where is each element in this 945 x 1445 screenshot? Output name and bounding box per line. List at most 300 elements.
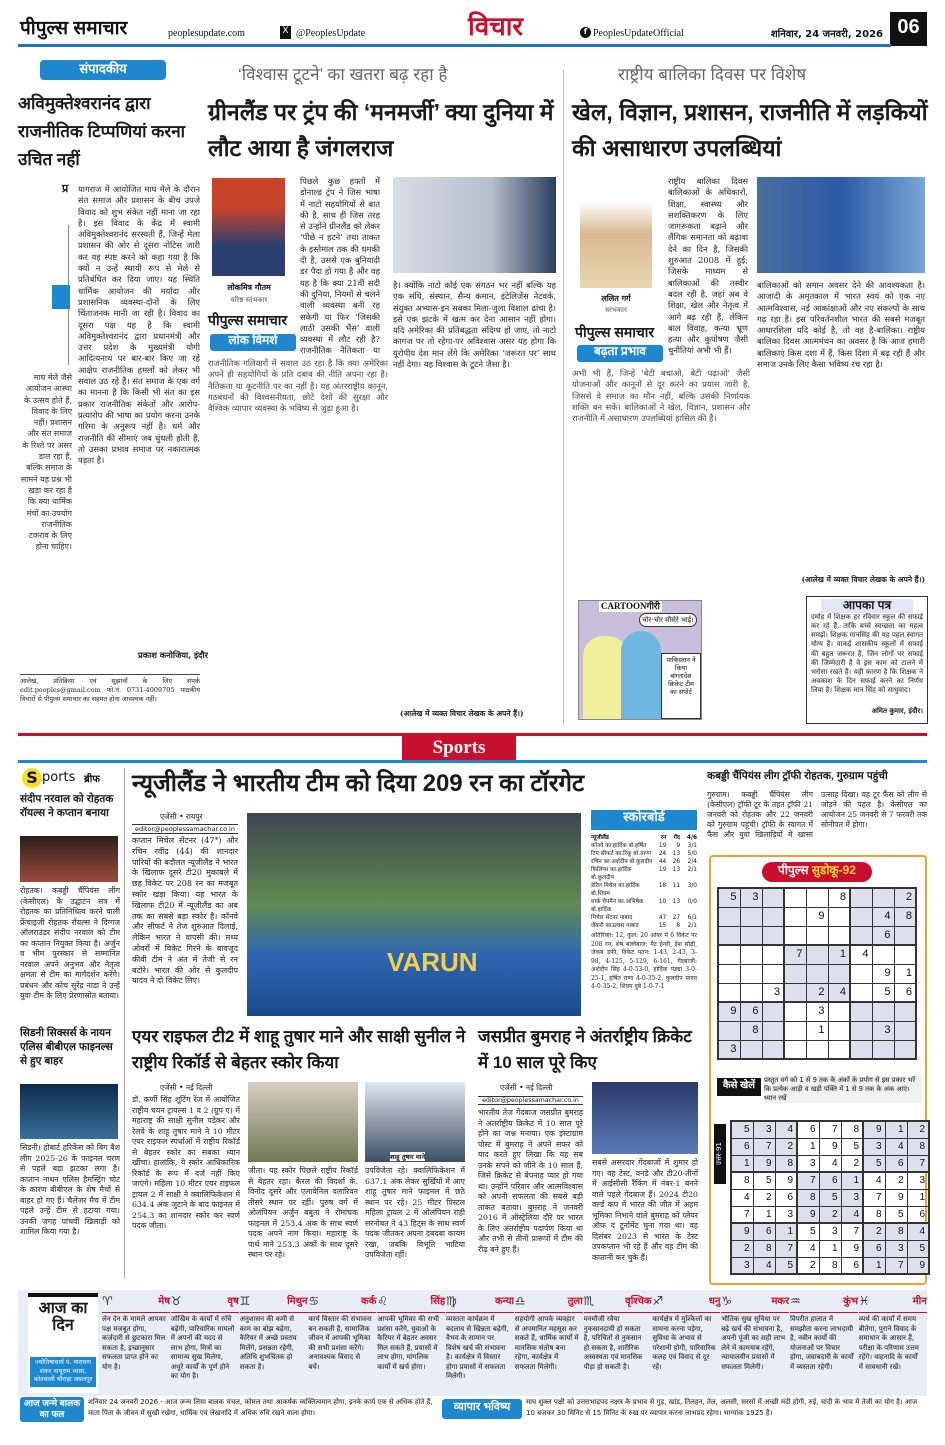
section-title: विचार [468, 11, 524, 41]
article2-headline: खेल, विज्ञान, प्रशासन, राजनीति में लड़कियों की असाधारण उपलब्धियां [572, 99, 928, 161]
sudoku-cell[interactable] [740, 1040, 762, 1059]
brief2-headline: सिडनी सिक्सर्स के नायन एलिस बीबीएल फाइनल्स से हुए बाहर [20, 1027, 113, 1067]
sports-label: Sports [402, 736, 516, 762]
sakshi-photo [248, 1082, 358, 1162]
sudoku-cell[interactable] [740, 926, 762, 945]
sign-text: लेन देन के मामले आपका पक्ष मजबूत होगा, कर्जदारी से छुटकारा मिल सकता है, इच्छानुसार सफलता प्राप्त होने का योग है। [102, 1315, 166, 1371]
sudoku-cell[interactable] [850, 983, 872, 1002]
sudoku-cell[interactable] [894, 1021, 916, 1040]
horoscope-sign [377, 1294, 446, 1393]
scoreboard-cell: मिचेल सेंटनर नाबाद [591, 915, 633, 921]
scoreboard-row [591, 914, 697, 922]
women-cricketers-photo [757, 177, 925, 273]
solution-cell: 7 [819, 1121, 841, 1138]
solution-cell: 6 [797, 1121, 819, 1138]
solution-cell: 4 [907, 1223, 929, 1240]
sudoku-cell[interactable] [894, 1040, 916, 1059]
solution-cell: 7 [863, 1189, 885, 1206]
sudoku-cell[interactable]: 8 [828, 888, 850, 907]
scoreboard-cell: 2/1 [687, 923, 697, 929]
sudoku-cell[interactable] [806, 926, 828, 945]
solution-cell: 2 [885, 1172, 907, 1189]
sudoku-cell[interactable]: 6 [894, 983, 916, 1002]
brief-logo-tag: ब्रीफ [84, 774, 101, 785]
solution-cell: 4 [841, 1206, 863, 1223]
cartoon-title: CARTOONगीरी [601, 601, 660, 611]
shooting-body-col2: जीता। यह स्कोर पिछले राष्ट्रीय रिकॉर्ड से बेहतर रहा। केरल की विदर्शा के. विनोद दूसरे और एलावेनिल वलारिवन तीसरे स्थान पर रहीं। पुरुष वर्ग में ओलंपियन अर्जुन बबुता ने रोमांचक फाइनल में 253.4 अंक के साथ स्वर्ण पदक अपने नाम किया। महाराष्ट्र के पार्थ माने 253.3 अंकों के साथ दूसरे स्थान पर रहे। [248, 1166, 358, 1259]
sudoku-cell[interactable]: 4 [872, 907, 894, 926]
solution-cell: 9 [753, 1155, 775, 1172]
zodiac-glyph-icon: ♐ [652, 1294, 664, 1308]
sign-label: मकर [771, 1296, 790, 1307]
article2-body-col1: राष्ट्रीय बालिका दिवस बालिकाओं के अधिकारों, शिक्षा, स्वास्थ्य और सशक्तिकरण के लिए जागरूकता बढ़ाने और लैंगिक समानता को बढ़ावा देने का दिन है, जिसकी शुरुआत 2008 में हुई; जिसके माध्यम से बालिकाओं की तस्वीर बदल रही है, जहां अब वे शिक्षा, खेल और नेतृत्व में आगे बढ़ रही हैं, लेकिन बाल विवाह, कन्या भ्रूण हत्या और कुपोषण जैसी चुनौतियां अभी भी हैं। [668, 176, 748, 356]
sign-label: सिंह [430, 1296, 446, 1307]
sudoku-cell[interactable] [762, 1040, 784, 1059]
solution-cell: 2 [841, 1155, 863, 1172]
article1-author: लोकमित्र गौतम [227, 283, 271, 292]
letter-box [806, 596, 928, 724]
shooting-body-col3: उपविजेता रहे। क्वालिफिकेशन में 637.1 अंक लेकर सुर्खियों में आए शाहू तुषार माने फाइनल में छठे स्थान पर रहे। 25 मीटर पिस्टल महिला ट्रायल 2 में ओलंपियन राही सरनोबत ने 43 हिट्स के साथ स्वर्ण पदक जीतकर अपना दबदबा कायम रखा, जबकि विभूति भाटिया उपविजेता रहीं। [365, 1166, 465, 1259]
sudoku-cell[interactable] [828, 1021, 850, 1040]
brief1-headline: संदीप नरवाल को रोहतक रॉयल्स ने कप्तान बनाया [20, 793, 114, 819]
business-text: माघ शुक्ल पक्षी को उत्तराभाद्रपद नक्षत्र के प्रभाव से गुड़, खांड, तिलहन, तेल, अलसी, सरसों में अच्छी मंदी होगी, रुई, चांदी के भाव में तेजी का योग है। आज 10 बजकर 30 मिनिट से 15 मिनिट के रुख पर व्यापार करना लाभप्रद रहेगा। भाग्यांक 1925 है। [526, 1398, 918, 1417]
solution-cell: 6 [753, 1223, 775, 1240]
sign-label: कन्या [494, 1296, 514, 1307]
zodiac-sign-name [652, 1294, 721, 1313]
sudoku-cell[interactable] [718, 1021, 740, 1040]
sudoku-cell[interactable]: 6 [740, 1002, 762, 1021]
solution-cell: 3 [907, 1172, 929, 1189]
horoscope-sign [446, 1294, 514, 1393]
scoreboard-cell: 10 [658, 899, 667, 905]
solution-cell: 4 [753, 1257, 775, 1274]
sports-main-email[interactable]: editor@peoplessamachar.co.in [132, 824, 238, 834]
solution-cell: 2 [819, 1206, 841, 1223]
sudoku-cell[interactable]: 2 [894, 888, 916, 907]
scoreboard-cell: 3/1 [687, 843, 697, 849]
sudoku-cell[interactable]: 7 [784, 945, 806, 964]
horoscope-sign [721, 1294, 790, 1393]
sudoku-cell[interactable] [894, 926, 916, 945]
solution-cell: 5 [753, 1172, 775, 1189]
sign-text: विपरीत हालात में समझौता करना लाभदायी है, नवीन कार्यों की योजनाओं पर विचार होगा, जवाबदारी के कार्यों में व्यस्तता रहेगी। [790, 1315, 854, 1371]
horoscope-title-box [28, 1293, 98, 1393]
horoscope-sign [858, 1294, 927, 1393]
zodiac-sign-name [790, 1294, 858, 1313]
sudoku-cell[interactable] [762, 888, 784, 907]
sudoku-cell[interactable]: 3 [872, 1021, 894, 1040]
bumrah-body-col1: भारतीय तेज गेंदबाज जसप्रीत बुमराह ने अंतर्राष्ट्रीय क्रिकेट में 10 साल पूरे होने का जश्न मनाया। एक इंस्टाग्राम पोस्ट में बुमराह ने अपने सफर को याद करते हुए लिखा कि यह सब उनके सपने को जीने के 10 साल हैं, जिसे क्रिकेट से बेपनाह प्यार हो गया था। उन्होंने परिवार और आत्मविश्वास को अपनी सफलता की सबसे बड़ी ताकत बताया। बुमराह ने जनवरी 2016 में ऑस्ट्रेलिया दौरे पर भारत के लिए अंतर्राष्ट्रीय पदार्पण किया था और तभी से तीनों प्रारूपों में टीम की रीढ़ बने हुए हैं। [478, 1108, 583, 1254]
solution-cell: 9 [797, 1206, 819, 1223]
zodiac-sign-name [583, 1294, 652, 1313]
solution-cell: 5 [819, 1189, 841, 1206]
sudoku-cell[interactable] [762, 907, 784, 926]
sign-label: वृश्चिक [625, 1296, 652, 1307]
kabaddi-headline: कबड्डी चैंपियंस लीग ट्रॉफी रोहतक, गुरुग्राम पहुंची [707, 770, 888, 782]
zodiac-glyph-icon: ♉ [170, 1294, 182, 1308]
answer-label: उत्तर-91 [714, 1124, 726, 1184]
solution-cell: 2 [753, 1189, 775, 1206]
sudoku-cell[interactable] [784, 907, 806, 926]
scoreboard-cell: 8 [676, 923, 681, 929]
solution-cell: 1 [775, 1223, 797, 1240]
solution-cell: 3 [841, 1189, 863, 1206]
brief1-photo [20, 836, 118, 882]
sudoku-cell[interactable]: 4 [850, 945, 872, 964]
sudoku-cell[interactable] [872, 1002, 894, 1021]
website-link[interactable]: peoplesupdate.com [168, 28, 245, 39]
horoscope-sign [170, 1294, 239, 1393]
sudoku-cell[interactable] [784, 1002, 806, 1021]
solution-cell: 1 [907, 1189, 929, 1206]
scoreboard-cell: 24 [658, 851, 667, 857]
solution-cell: 8 [819, 1257, 841, 1274]
solution-cell: 8 [753, 1240, 775, 1257]
sudoku-cell[interactable] [850, 907, 872, 926]
sudoku-puzzle-grid[interactable] [717, 887, 917, 1060]
zodiac-sign-name [446, 1294, 514, 1313]
sudoku-title [762, 862, 872, 882]
sudoku-cell[interactable] [784, 926, 806, 945]
x-icon: X [280, 26, 291, 39]
article2-footnote: (आलेख में व्यक्त विचार लेखक के अपने हैं।) [801, 575, 925, 584]
solution-cell: 3 [863, 1138, 885, 1155]
solution-cell: 3 [797, 1155, 819, 1172]
twitter-handle[interactable]: @PeoplesUpdate [296, 28, 366, 39]
sudoku-cell[interactable]: 1 [828, 945, 850, 964]
horoscope-sign [652, 1294, 721, 1393]
sign-text: भौतिक सुख सुविधा पर बढ़े खर्च की संभावना है, अपनी पूंजी का सही लाभ लेने में कामयाब रहेंगे, न्यायालयीन प्रयासों में सफलता मिलेगी। [721, 1315, 786, 1371]
sudoku-cell[interactable] [784, 964, 806, 983]
horoscope-sign [239, 1294, 308, 1393]
brief-logo-rest: ports [42, 770, 76, 785]
solution-cell: 3 [819, 1223, 841, 1240]
solution-cell: 4 [775, 1121, 797, 1138]
sudoku-cell[interactable] [806, 945, 828, 964]
shooting-body-col1: डॉ. कर्णी सिंह शूटिंग रेंज में आयोजित राष्ट्रीय चयन ट्रायल्स 1 व 2 (ग्रुप ए) में महाराष्ट्र की साक्षी सुनील पडेकर और रेलवे के शाहू तुषार माने ने 10 मीटर एयर राइफल स्पर्धाओं में राष्ट्रीय रिकॉर्ड से बेहतर स्कोर का सबका ध्यान खींचा। हालांकि, ये स्कोर आधिकारिक रिकॉर्ड के रूप में दर्ज नहीं किए जाएंगे। महिला 10 मीटर एयर राइफल ट्रायल 2 में साक्षी ने क्वालिफिकेशन में 634.4 अंक जुटाने के बाद फाइनल में 254.3 का शानदार स्कोर कर स्वर्ण पदक जीता। [132, 1095, 240, 1230]
sudoku-cell[interactable] [762, 1021, 784, 1040]
zodiac-glyph-icon: ♓ [858, 1294, 870, 1308]
sudoku-cell[interactable] [806, 888, 828, 907]
sudoku-cell[interactable] [828, 907, 850, 926]
column-label: बढ़ता प्रभाव [577, 345, 663, 362]
article1-body-col3: राजनीतिक गलियारों में सवाल उठ रहा है कि क्या अमेरिका अपने ही सहयोगियों के प्रति दबाव की नीति अपना रहा है। नैतिकता या कूटनीति पर का नहीं है। यह अंतरराष्ट्रीय कानून, गठबंधनों की विश्वसनीयता, छोटे देशों की सुरक्षा और वैश्विक व्यापार व्यवस्था के भविष्य से जुड़ा हुआ है। [208, 358, 388, 414]
sudoku-cell[interactable] [872, 888, 894, 907]
sudoku-cell[interactable] [784, 1021, 806, 1040]
sudoku-cell[interactable]: 9 [718, 1002, 740, 1021]
cartoon [578, 600, 702, 720]
sudoku-cell[interactable]: 8 [894, 907, 916, 926]
article1-body-col2: है। क्योंकि नाटो कोई एक संगठन भर नहीं बल्कि यह एक संधि, संस्थान, सैन्य कमान, इंटेलिजेंस नेटवर्क, संयुक्त अभ्यास-इन सबका मिला-जुला विशाल ढांचा है। इसे एक झटके में खत्म कर देना आसान नहीं होगा। यदि अमेरिका की प्रतिबद्धता संदिग्ध हो जाए, तो नाटो कागज पर तो रहेगा-पर अविश्वास असर यह होगा कि यूरोपीय देश मान लेंगे कि अमेरिका ‘जरूरत पर’ साथ नहीं देगा। यह विश्वास के टूटने जैसा है। [393, 280, 556, 370]
article2-body-col2: बालिकाओं को समान अवसर देने की आवश्यकता है। आजादी के अमृतकाल में भारत स्वयं को एक नए आत्मविश्वास, नई आकांक्षाओं और नए संकल्पों के साथ गढ़ रहा है। इस परिवर्तनशील भारत की सबसे मजबूत आधारशिला यदि कोई है, तो वह है-बालिका। राष्ट्रीय बालिका दिवस आत्ममंथन का अवसर है कि आज हमारी बालिकाएं किस दशा में हैं, किस दिशा में बढ़ रही हैं और समाज उनके लिए कैसा भविष्य रच रहा है। [757, 280, 925, 370]
solution-cell: 1 [863, 1257, 885, 1274]
sudoku-cell[interactable] [762, 964, 784, 983]
sudoku-cell[interactable] [784, 888, 806, 907]
sudoku-cell[interactable] [850, 1002, 872, 1021]
solution-cell: 3 [753, 1121, 775, 1138]
zodiac-sign-name [721, 1294, 790, 1313]
sudoku-cell[interactable] [762, 945, 784, 964]
sign-text: मनमौजी रवैया नुकसानदायी हो सकता है, परिचितों से नुकसान हो सकता है, शारीरिक अस्वस्थता एवं मानसिक पीड़ा हो सकती है। [583, 1315, 643, 1371]
scoreboard-header-cell: न्यूजीलैंड [591, 835, 609, 841]
sudoku-cell[interactable] [806, 964, 828, 983]
sudoku-cell[interactable]: 3 [806, 1002, 828, 1021]
sudoku-cell[interactable]: 5 [872, 983, 894, 1002]
scoreboard-cell: 47 [658, 915, 667, 921]
sudoku-cell[interactable] [872, 1040, 894, 1059]
solution-cell: 1 [731, 1155, 753, 1172]
solution-cell: 9 [841, 1240, 863, 1257]
scoreboard-row [591, 850, 697, 858]
sign-label: धनु [708, 1296, 721, 1307]
sudoku-cell[interactable] [762, 926, 784, 945]
solution-cell: 4 [885, 1138, 907, 1155]
editorial-signoff: प्रकाश कनोजिया, इंदौर [138, 650, 208, 660]
article2-author: ललित गर्ग [601, 294, 631, 303]
sudoku-cell[interactable] [872, 945, 894, 964]
column-label: लोक विमर्श [210, 334, 296, 351]
sudoku-cell[interactable]: 9 [872, 964, 894, 983]
scoreboard-row [591, 898, 697, 914]
solution-cell: 5 [841, 1138, 863, 1155]
letter-title: आपका पत्र [821, 599, 913, 613]
solution-cell: 3 [775, 1206, 797, 1223]
sudoku-cell[interactable] [894, 1002, 916, 1021]
solution-cell: 7 [841, 1223, 863, 1240]
sudoku-cell[interactable] [718, 964, 740, 983]
sudoku-cell[interactable] [784, 1040, 806, 1059]
zodiac-sign-name [377, 1294, 446, 1313]
shooting-dateline: एजेंसी • नई दिल्ली [160, 1083, 213, 1092]
solution-cell: 7 [731, 1206, 753, 1223]
sign-label: कर्क [361, 1296, 377, 1307]
zodiac-glyph-icon: ♋ [308, 1294, 320, 1308]
scoreboard-extras: अतिरिक्त: 12, कुल: 20 ओवर में 6 विकेट पर 208 रन, शेष बल्लेबाज: मैट हेनरी, ईश सोढ़ी, जेकब डफी, विकेट पतन: 1-43, 2-43, 3-98, 4-125, 5-129, 6-161, गेंदबाजी: अर्शदीप सिंह 4-0-53-0, हार्दिक पंड्या 3-0-25-1, हर्षित राणा 4-0-35-2, कुलदीप यादव 4-0-35-2, शिवम दुबे 1-0-7-1 [591, 932, 697, 990]
scoreboard-body [591, 834, 697, 1017]
sports-brief-logo [20, 768, 122, 790]
sudoku-cell[interactable] [850, 1021, 872, 1040]
solution-cell: 8 [885, 1223, 907, 1240]
horoscope-title: आज का दिन [38, 1300, 88, 1334]
solution-cell: 5 [731, 1121, 753, 1138]
scoreboard-cell: 44 [658, 859, 667, 865]
facebook-handle[interactable]: PeoplesUpdateOfficial [593, 28, 684, 39]
sudoku-cell[interactable] [850, 1040, 872, 1059]
sudoku-cell[interactable]: 2 [806, 983, 828, 1002]
sports-main-headline: न्यूजीलैंड ने भारतीय टीम को दिया 209 रन का टॉरगेट [132, 770, 585, 797]
sign-text: कार्य विस्तार की संभावना बन सकती है, सामाजिक जीवन में आपकी भूमिका की सभी प्रशंसा करेंगे। अनावश्यक विवाद से बचें। [308, 1315, 372, 1371]
sudoku-cell[interactable] [828, 964, 850, 983]
solution-cell: 1 [753, 1206, 775, 1223]
cartoon-speech: चोर-चोर मौसेरे भाई। [639, 613, 697, 627]
horoscope-sign [514, 1294, 583, 1393]
solution-cell: 6 [731, 1138, 753, 1155]
zodiac-sign-name [239, 1294, 308, 1313]
sudoku-cell[interactable]: 5 [718, 888, 740, 907]
sudoku-cell[interactable] [894, 945, 916, 964]
scoreboard-header-cell: रन [660, 835, 667, 841]
sudoku-cell[interactable] [850, 926, 872, 945]
logo: पीपुल्स समाचार [20, 18, 128, 39]
horoscope-sign [102, 1294, 170, 1393]
solution-cell: 5 [907, 1240, 929, 1257]
sudoku-cell[interactable]: 1 [894, 964, 916, 983]
solution-cell: 4 [731, 1189, 753, 1206]
scoreboard-cell: 19 [658, 867, 667, 873]
editorial-pullquote: माघ मेले जैसे आयोजन आस्था के उत्सव होते हैं, विवाद के लिए नहीं। प्रशासन और संत समाज के रिश्ते पर असर डाल रहा है, बल्कि समाज के सामने यह प्रश्न भी खड़ा कर रहा है कि क्या धार्मिक मंचों का उपयोग राजनीतिक टकराव के लिए होना चाहिए। [20, 373, 72, 552]
sudoku-cell[interactable] [784, 983, 806, 1002]
sudoku-cell[interactable]: 6 [872, 926, 894, 945]
sign-label: वृष [227, 1296, 239, 1307]
header-rule [18, 44, 891, 47]
article1-kicker: ‘विश्वास टूटने’ का खतरा बढ़ रहा है [238, 65, 448, 84]
bumrah-email[interactable]: editor@peoplessamachar.co.in [478, 1096, 583, 1105]
solution-cell: 5 [885, 1206, 907, 1223]
solution-cell: 9 [885, 1189, 907, 1206]
sudoku-cell[interactable] [718, 945, 740, 964]
scoreboard-cell: 13 [672, 851, 681, 857]
solution-cell: 2 [731, 1240, 753, 1257]
cartoon-newspaper: पाकिस्तान ने किया बांग्लादेश क्रिकेट टीम का सपोर्ट [661, 653, 701, 719]
scoreboard-cell: टिम सीफर्ट का.रिंकू बो.वरुण [591, 851, 651, 857]
sudoku-cell[interactable]: 9 [806, 907, 828, 926]
sudoku-title-a: पीपुल्स [778, 863, 809, 877]
how-to-play-text: प्रस्तुत वर्ग को 1 से 9 तक के अंकों के प्रयोग से इस प्रकार भरें कि प्रत्येक आड़ी व खड़ी पंक्ति में 1 से 9 तक के अंक आएं। ध्यान रखें [764, 1076, 922, 1103]
scoreboard-row [591, 866, 697, 882]
author-photo [212, 178, 285, 276]
sports-bottom-rule [18, 760, 927, 763]
scoreboard-cell: 15 [658, 923, 667, 929]
brief2-photo [20, 1084, 118, 1139]
solution-cell: 7 [797, 1172, 819, 1189]
letter-body: दमोह में शिक्षक हर रविवार स्कूल की सफाई कर रहे हैं, ताकि बच्चे स्वच्छता का महत्व समझें। शिक्षक मानसिंह की यह पहल स्वागत योग्य है। वाकई शासकीय स्कूलों में सफाई की बहुत जरूरत है, जिन लोगों पर सफाई की जिम्मेदारी है वे इस काम को टालने में भरोसा रखते हैं। यही कारण है कि शिक्षक ने अवकाश के दिन सफाई करने का निर्णय लिया है। शिक्षक मान सिंह को साधुवाद। [811, 612, 923, 695]
sudoku-cell[interactable]: 3 [762, 983, 784, 1002]
scoreboard-cell: जैकरी फाउल्क्स नाबाद [591, 923, 639, 929]
zodiac-glyph-icon: ♊ [239, 1294, 251, 1308]
sign-text: आपकी भूमिका की सभी प्रशंसा करेंगे, युवाओं के कैरियर में बेहतर अवसर मिल सकते हैं, प्रयासों में लाभ होगा, मांगलिक कार्यों में खर्च होगा। [377, 1315, 439, 1371]
solution-cell: 3 [731, 1257, 753, 1274]
letter-author: अमित कुमार, इंदौर। [871, 705, 923, 715]
sudoku-cell[interactable] [828, 926, 850, 945]
brief2-body: सिडनी। होबार्ट हरिकेंस को बिग बैश लीग 2025-26 के फाइनल चरण से पहले बड़ा झटका लगा है। कप्तान नाथन एलिस हैमस्ट्रिंग चोट के कारण बीबीएल के शेष मैचों से बाहर हो गए हैं। चैलेंजर मैच में टीम पहले उन्हें टीम से हटाया गया। उनकी जगह पांचवीं खिलाड़ी को शामिल किया गया है। [20, 1143, 120, 1236]
scoreboard-cell: 26 [672, 859, 681, 865]
sign-text: व्यर्थ की कार्यों में समय बीतेगा, पुराने विवाद के समाधान के आसार हैं, परीक्षा के परिणाम उत्तम रहेंगे। वाहनादि के कार्यों में सावधानी रखें। [858, 1315, 919, 1371]
zodiac-sign-name [170, 1294, 239, 1313]
sudoku-cell[interactable] [828, 1002, 850, 1021]
solution-cell: 7 [885, 1257, 907, 1274]
zodiac-glyph-icon: ♍ [446, 1294, 457, 1308]
sign-label: मेष [158, 1296, 170, 1307]
article1-footnote: (आलेख में व्यक्त विचार लेखक के अपने हैं।) [400, 709, 524, 718]
article1-body-col1: पिछले कुछ हफ्तों में डोनाल्ड ट्रंप ने जिस भाषा में नाटो सहयोगियों से बात की है, साथ ही जिस तरह से उन्होंने ग्रीनलैंड को लेकर ‘पीछे न हटने’ तथा ताकत के इस्तेमाल तक की धमकी दी है, उससे एक बुनियादी डर पैदा हो गया है और वह यह है कि क्या 21वीं सदी की दुनिया, नियमों से चलने वाली व्यवस्था बनी रह सकेगी या फिर ‘जिसकी लाठी उसकी भैंस’ वाली व्यवस्था में लौट रही है? राजनीतिक नैतिकता या [300, 176, 380, 356]
zodiac-sign-name [858, 1294, 927, 1313]
scoreboard-cell: 19 [658, 843, 667, 849]
zodiac-glyph-icon: ♒ [790, 1294, 801, 1308]
sudoku-cell[interactable] [740, 964, 762, 983]
sudoku-title-b: सुडोकू-92 [811, 863, 856, 877]
sudoku-cell[interactable]: 3 [718, 1040, 740, 1059]
kabaddi-body: गुरुग्राम। कबड्डी चैंपियंस लीग (केसीएल) ट्रॉफी टूर के तहत ट्रॉफी 21 जनवरी को रोहतक और 22 जनवरी को गुरुग्राम पहुंची। ट्रॉफी के स्वागत में फैंस और युवा खिलाड़ियों में खासा उत्साह दिखा। यह टूर फैंस को लीग से जोड़ने की पहल है। केसीएल का आयोजन 25 जनवरी से 7 फरवरी तक सोनीपत में होगा। [707, 790, 927, 839]
editorial-headline: अविमुक्तेश्वरानंद द्वारा राजनीतिक टिप्पणियां करना उचित नहीं [18, 94, 186, 169]
scoreboard-cell: 2/1 [687, 867, 697, 873]
bumrah-photo [592, 1082, 698, 1154]
shooting-headline: एयर राइफल टी2 में शाहू तुषार माने और साक्षी सुनील ने राष्ट्रीय रिकॉर्ड से बेहतर स्कोर किया [132, 1027, 466, 1072]
sudoku-cell[interactable] [828, 1040, 850, 1059]
editorial-dropcap: प्र [62, 183, 69, 195]
scoreboard-header [591, 834, 697, 842]
sign-text: कार्यक्षेत्र में मुश्किलों का सामना करना पड़ेगा, सुविधा के अभाव से परेशानी होगी, पारिवारिक कलह एवं विवाद से दूर रहें। [652, 1315, 716, 1371]
how-to-play-label: कैसे खेलें [717, 1078, 761, 1096]
editorial-body: यागराज में आयोजित माघ मेले के दौरान संत समाज और प्रशासन के बीच उपजे विवाद को शुभ संकेत नहीं माना जा रहा है। इस विवाद के केंद्र में स्वामी अविमुक्तेश्वरानंद सरस्वती हैं, जिन्हें मेला प्रशासन की ओर से दूसरा नोटिस जारी कर यह स्पष्ट करने को कहा गया है कि क्यों न उन्हें स्थायी रूप से मेले से प्रतिबंधित कर दिया जाए। यह स्थिति धार्मिक आयोजन की मर्यादा और प्रशासनिक व्यवस्था-दोनों के लिए चिंताजनक मानी जा रही है। विवाद का दूसरा पक्ष यह है कि स्वामी अविमुक्तेश्वरानंद द्वारा प्रधानमंत्री और उत्तर प्रदेश के मुख्यमंत्री योगी आदित्यनाथ पर बार-बार किए जा रहे आक्षेप राजनीतिक हमलों को लेकर भी सवाल उठ रहे हैं। संत समाज के एक वर्ग का मानना है कि किसी भी संत का इस प्रकार राजनीतिक संकेतों और आरोप-प्रत्यारोप की भाषा का प्रयोग करना उनके गरिमा के अनुरूप नहीं है। धर्म और राजनीति की सीमाएं जब धुंधली होती हैं, तो उसका प्रभाव समाज पर नकारात्मक पड़ता है। [78, 184, 200, 466]
sudoku-cell[interactable] [718, 983, 740, 1002]
zodiac-glyph-icon: ♎ [514, 1294, 526, 1308]
scoreboard-cell: 13 [672, 899, 681, 905]
scoreboard-cell: 27 [672, 915, 681, 921]
solution-cell: 4 [863, 1172, 885, 1189]
solution-cell: 7 [907, 1155, 929, 1172]
sudoku-cell[interactable]: 8 [740, 1021, 762, 1040]
article2-kicker: राष्ट्रीय बालिका दिवस पर विशेष [618, 65, 807, 84]
sudoku-cell[interactable]: 4 [828, 983, 850, 1002]
sudoku-cell[interactable] [740, 945, 762, 964]
astrologer-credit: ज्योतिषाचार्य पं. नारायण शंकर नाथूराम व्यास, कोतवाली चौराहा जबलपुर [30, 1357, 96, 1387]
sports-main-body: कप्तान मिचेल सेंटनर (47*) और रचिन रवींद्र (44) की शानदार पारियों की बदौलत न्यूजीलैंड ने भारत के खिलाफ दूसरे टी20 मुकाबले में छह विकेट पर 208 रन का मजबूत स्कोर खड़ा किया। यह भारत के खिलाफ टी20 में न्यूजीलैंड का अब तक का सबसे बड़ा स्कोर है। कॉनवे और सीफर्ट ने तेज शुरुआत दिलाई, लेकिन भारत ने वापसी की। मध्य ओवरों में विकेट गिरने के बावजूद कीवी टीम ने अंत में तेजी से रन बटोरे। भारत की ओर से कुलदीप यादव ने दो विकेट लिए। [132, 836, 238, 986]
article2-author-role: स्तंभकार [605, 306, 627, 314]
solution-cell: 9 [775, 1172, 797, 1189]
brief-logo-s: S [22, 768, 42, 788]
solution-cell: 5 [775, 1257, 797, 1274]
solution-cell: 1 [841, 1172, 863, 1189]
sudoku-cell[interactable] [850, 964, 872, 983]
horoscope-sign [790, 1294, 858, 1393]
scoreboard-title: स्कोरबोर्ड [591, 810, 697, 830]
sudoku-cell[interactable]: 1 [806, 1021, 828, 1040]
business-label: व्यापार भविष्य [442, 1399, 522, 1419]
scoreboard-row [591, 922, 697, 930]
sudoku-cell[interactable] [718, 926, 740, 945]
sudoku-cell[interactable] [740, 907, 762, 926]
solution-cell: 6 [885, 1155, 907, 1172]
scoreboard-cell: 18 [658, 883, 667, 889]
solution-cell: 8 [841, 1121, 863, 1138]
scoreboard-header-cell: गेंद [673, 835, 681, 841]
solution-cell: 6 [775, 1189, 797, 1206]
solution-cell: 8 [797, 1189, 819, 1206]
scoreboard-cell: 11 [672, 883, 681, 889]
sign-text: सहयोगी आपके व्यवहार से अपमानित महसूस कर सकते हैं, धार्मिक कार्यों में मानसिक संतोष बना रहेगा, कार्यक्षेत्र में सफलता मिलेगी। [514, 1315, 579, 1371]
solution-cell: 8 [863, 1206, 885, 1223]
solution-cell: 1 [819, 1240, 841, 1257]
horoscope-sign [308, 1294, 377, 1393]
solution-cell: 8 [731, 1172, 753, 1189]
solution-cell: 5 [863, 1155, 885, 1172]
sudoku-cell[interactable] [806, 1040, 828, 1059]
bumrah-headline: जसप्रीत बुमराह ने अंतर्राष्ट्रीय क्रिकेट में 10 साल पूरे किए [478, 1027, 692, 1072]
editorial-footer: आलेख, प्रतिक्रिया एवं सुझावों के लिए संपर्क edit.peoples@gmail.com फो.नं. 0731-4009705 पाठकीय विचारों से पीपुल्स समाचार का सहमत होना आवश्यक नहीं। [20, 674, 200, 708]
sudoku-cell[interactable] [740, 983, 762, 1002]
sudoku-cell[interactable] [762, 1002, 784, 1021]
scoreboard-cell: डेरिल मिचेल का.हार्दिक बो.शिवम [591, 883, 640, 897]
sudoku-cell[interactable]: 3 [740, 888, 762, 907]
solution-cell: 7 [753, 1138, 775, 1155]
photo-jersey-text: VARUN [387, 947, 478, 977]
sudoku-cell[interactable] [850, 888, 872, 907]
sudoku-cell[interactable] [718, 907, 740, 926]
column-divider [563, 70, 564, 725]
solution-cell: 8 [907, 1138, 929, 1155]
scoreboard-row [591, 882, 697, 898]
scoreboard-row [591, 842, 697, 850]
